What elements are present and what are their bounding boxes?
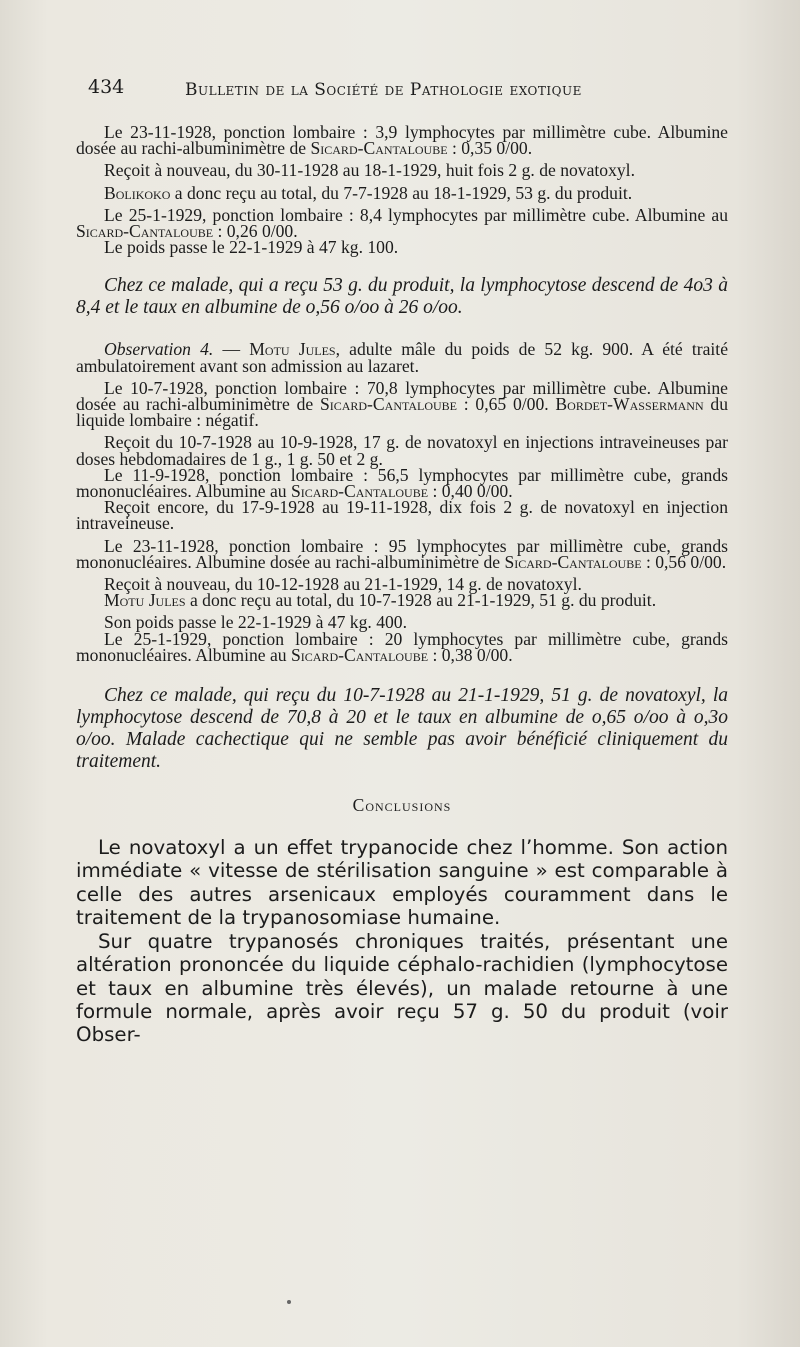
paragraph: Le 25-1-1929, ponction lombaire : 20 lymphocytes par millimètre cube, grands mononucléaires. Albumine au Sicard-Cantaloube : 0,38 0/00. [76,628,728,665]
paragraph: Le 11-9-1928, ponction lombaire : 56,5 lymphocytes par millimètre cube, grands mononucléaires. Albumine au Sicard-Cantaloube : 0,40 0/00. [76,464,728,502]
paragraph: Le 23-11-1928, ponction lombaire : 95 lymphocytes par millimètre cube, grands mononucléaires. Albumine dosée au rachi-albuminimètre de Sicard-Cantaloube : 0,56 0/00. [76,535,728,572]
observation-label: Observation 4. [104,339,214,360]
paragraph: Reçoit à nouveau, du 30-11-1928 au 18-1-1929, huit fois 2 g. de novatoxyl. [104,160,635,181]
page-header [88,76,728,106]
page-body [76,124,728,1047]
running-title: Bulletin de la Société de Pathologie exotique [185,80,582,100]
italic-summary: Chez ce malade, qui reçu du 10-7-1928 au 21-1-1929, 51 g. de novatoxyl, la lymphocytose descend de 70,8 à 20 et le taux en albumine de o,65 o/oo à o,3o o/oo. Malade cachectique qui ne semble pas avoir bénéficié cliniquement du traitement. [76,685,728,773]
paragraph: Motu Jules a donc reçu au total, du 10-7-1928 au 21-1-1929, 51 g. du produit. [104,590,657,611]
observation-heading-paragraph: Observation 4. — Motu Jules, adulte mâle du poids de 52 kg. 900. A été traité ambulatoirement avant son admission au lazaret. [76,339,729,376]
paragraph: Le 10-7-1928, ponction lombaire : 70,8 lymphocytes par millimètre cube. Albumine dosée au rachi-albuminimètre de Sicard-Cantaloube : 0,65 0/00. Bordet-Wassermann du liquide lombaire : négatif. [76,377,728,431]
paragraph: Reçoit à nouveau, du 10-12-1928 au 21-1-1929, 14 g. de novatoxyl. [104,574,582,595]
paragraph: Le poids passe le 22-1-1929 à 47 kg. 100. [104,237,399,258]
section-title-conclusions: Conclusions [352,795,452,816]
paragraph: Le 23-11-1928, ponction lombaire : 3,9 lymphocytes par millimètre cube. Albumine dosée au rachi-albuminimètre de Sicard-Cantaloube : 0,35 0/00. [76,122,728,159]
conclusion-paragraph: Sur quatre trypanosés chroniques traités, présentant une altération prononcée du liquide céphalo-rachidien (lymphocytose et taux en albumine très élevés), un malade retourne à une formule normale, après avoir reçu 57 g. 50 du produit (voir Obser- [76,929,728,1047]
page-number: 434 [88,76,125,98]
paragraph: Reçoit du 10-7-1928 au 10-9-1928, 17 g. de novatoxyl en injections intraveineuses par doses hebdomadaires de 1 g., 1 g. 50 et 2 g. [76,432,728,469]
italic-summary: Chez ce malade, qui a reçu 53 g. du produit, la lymphocytose descend de 4o3 à 8,4 et le taux en albumine de o,56 o/oo à 26 o/oo. [76,275,728,319]
ink-speck [287,1300,291,1304]
paragraph: Le 25-1-1929, ponction lombaire : 8,4 lymphocytes par millimètre cube. Albumine au Sicard-Cantaloube : 0,26 0/00. [76,204,728,242]
conclusion-paragraph: Le novatoxyl a un effet trypanocide chez l’homme. Son action immédiate « vitesse de stérilisation sanguine » est comparable à celle des autres arsenicaux employés couramment dans le traitement de la trypanosomiase humaine. [76,836,728,930]
paragraph: Son poids passe le 22-1-1929 à 47 kg. 400. [104,612,407,633]
paragraph: Reçoit encore, du 17-9-1928 au 19-11-1928, dix fois 2 g. de novatoxyl en injection intraveineuse. [76,497,728,534]
paragraph: Bolikoko a donc reçu au total, du 7-7-1928 au 18-1-1929, 53 g. du produit. [104,182,633,203]
